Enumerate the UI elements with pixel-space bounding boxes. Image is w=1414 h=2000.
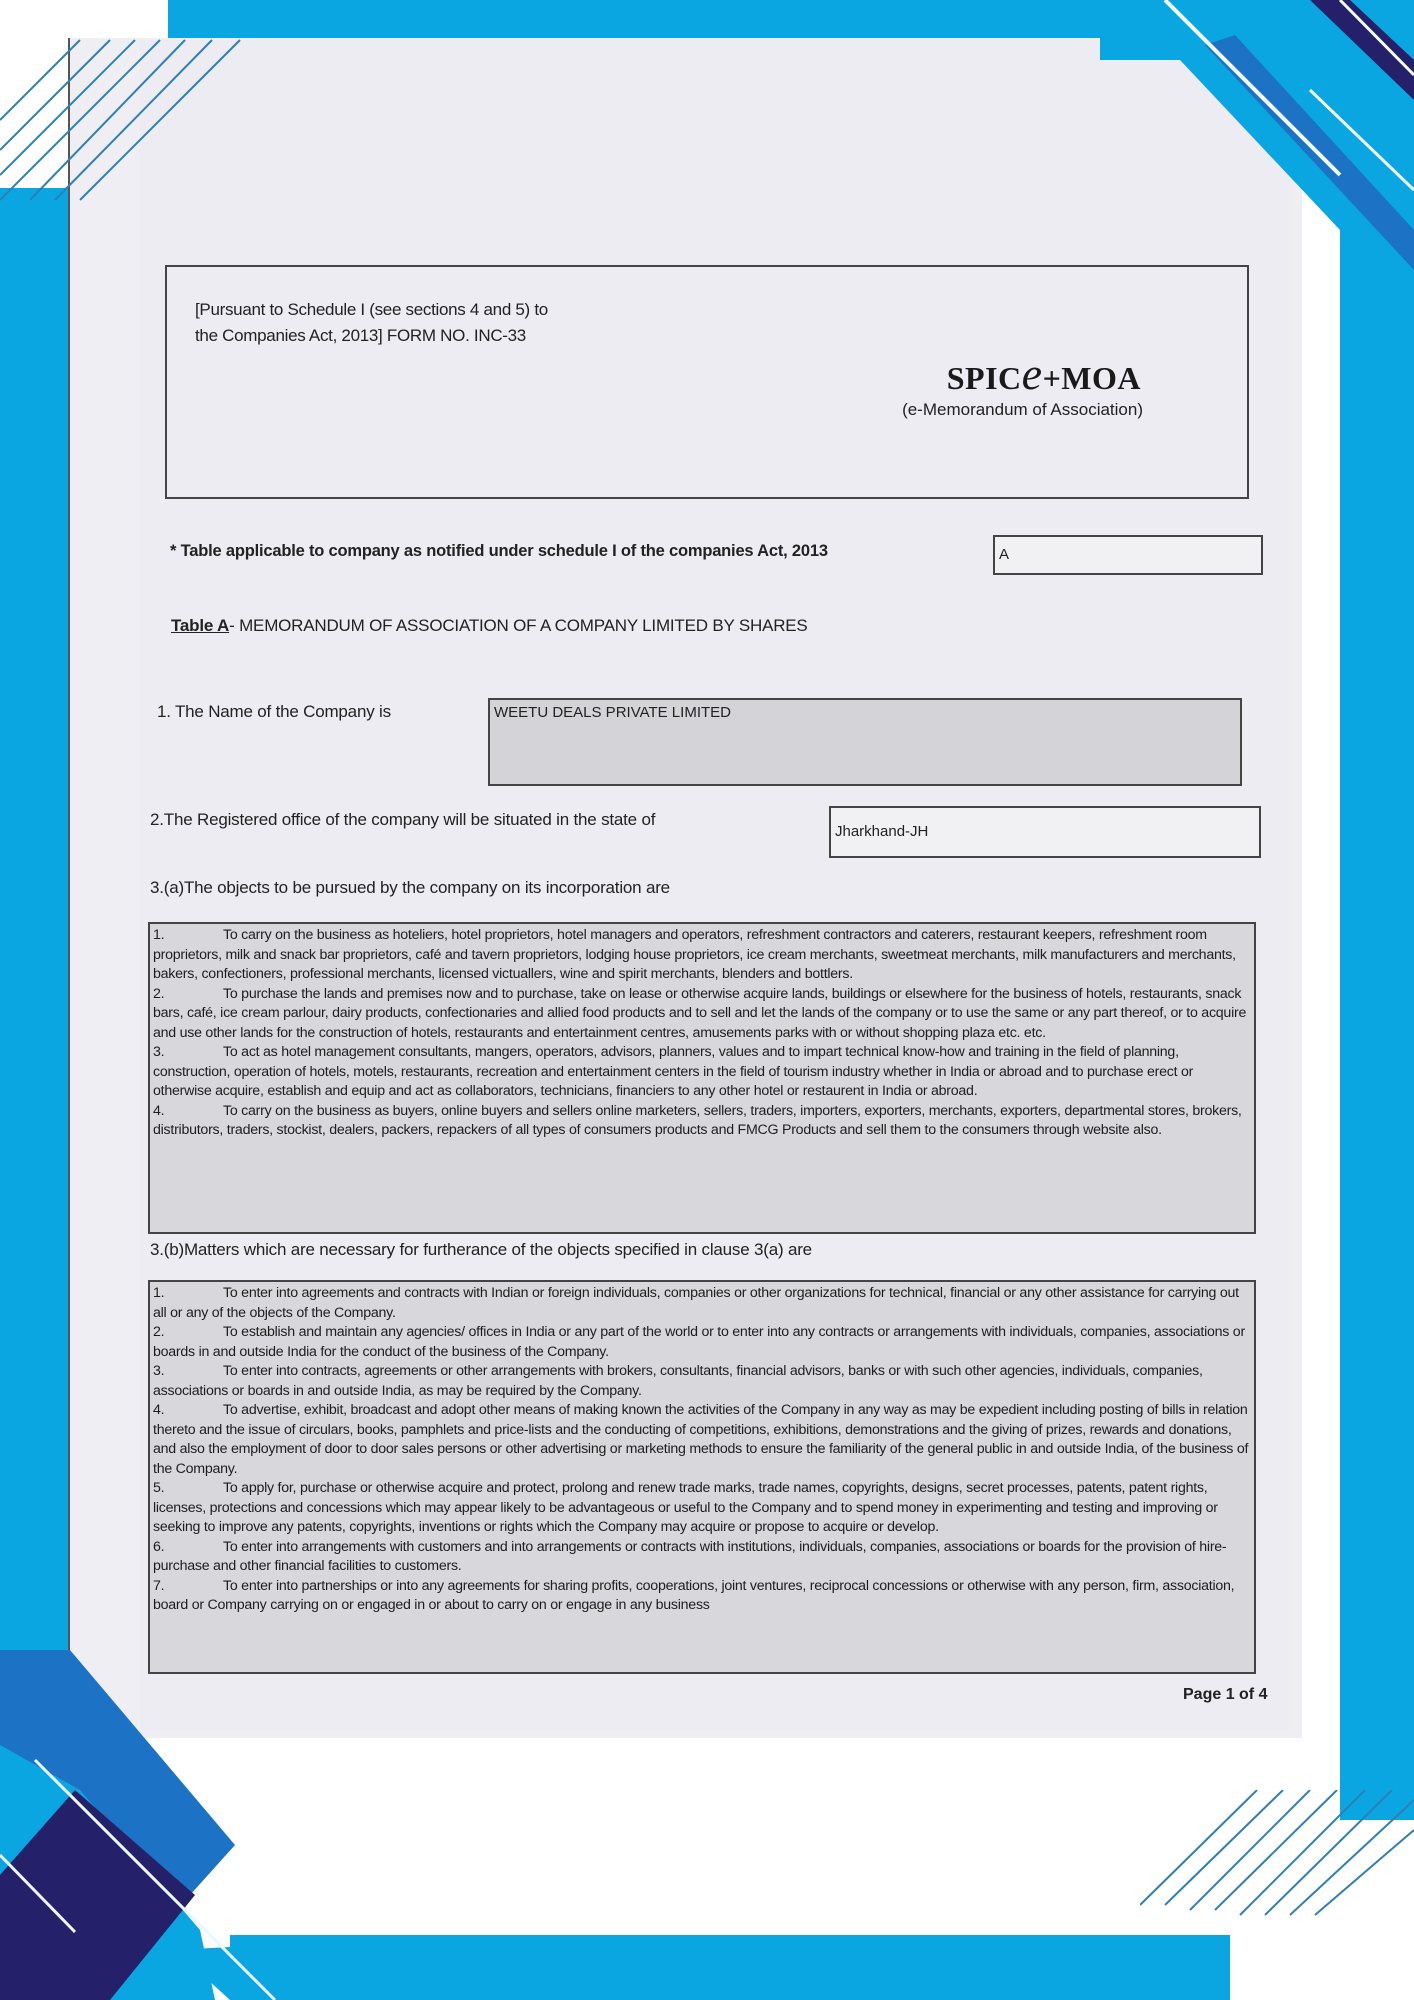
objects-3b-label: 3.(b)Matters which are necessary for furtherance of the objects specified in clause 3(a) are xyxy=(150,1240,812,1259)
objects-3b-clause-6: 6. To enter into arrangements with customers and into arrangements or contracts with institutions, individuals, companies, associations or boards for the provision of hire-purchase and other financial facilities to customers. xyxy=(153,1538,1227,1574)
spice-moa-logo xyxy=(947,347,1141,400)
page-number: Page 1 of 4 xyxy=(1183,1686,1268,1703)
logo-prefix: SPIC xyxy=(946,360,1022,396)
objects-3a-clause-4: 4. To carry on the business as buyers, online buyers and sellers online marketers, sellers, traders, importers, exporters, merchants, exporters, departmental stores, brokers, distributors, traders, stockist, dealers, packers, repackers of all types of consumers products and FMCG Products and sell them to the consumers through website also. xyxy=(153,1102,1242,1138)
pursuant-line-1: [Pursuant to Schedule I (see sections 4 and 5) to xyxy=(195,300,548,319)
objects-3a-clause-2: 2. To purchase the lands and premises now and to purchase, take on lease or otherwise acquire lands, buildings or elsewhere for the business of hotels, restaurants, snack bars, café, ice cream parlour, dairy products, confectionaries and allied food products and to sell and let the lands of the company or to use the same or any part thereof, or to acquire and use other lands for the construction of hotels, restaurants and entertainment centres, amusements parks with or without shopping plaza etc. etc. xyxy=(153,985,1247,1041)
table-title xyxy=(171,616,808,636)
frame-right-bar xyxy=(1340,220,1414,1820)
pursuant-line-2: the Companies Act, 2013] FORM NO. INC-33 xyxy=(195,326,526,345)
table-title-text: - MEMORANDUM OF ASSOCIATION OF A COMPANY LIMITED BY SHARES xyxy=(229,616,808,635)
logo-subtitle: (e-Memorandum of Association) xyxy=(902,400,1143,419)
logo-e: e xyxy=(1021,348,1043,399)
objects-3b-clause-7: 7. To enter into partnerships or into any agreements for sharing profits, cooperations, joint ventures, reciprocal concessions or otherwise with any person, firm, association, board or Company carrying on or engaged in or about to carry on or engage in any business xyxy=(153,1577,1235,1613)
registered-office-field[interactable]: Jharkhand-JH xyxy=(829,806,1261,858)
objects-3a-label: 3.(a)The objects to be pursued by the company on its incorporation are xyxy=(150,878,670,897)
corner-stripes-bottom-left-icon xyxy=(0,1650,450,2000)
objects-3a-box[interactable] xyxy=(148,922,1256,1234)
objects-3a-clause-1: 1. To carry on the business as hoteliers, hotel proprietors, hotel managers and operators, refreshment contractors and caterers, restaurant keepers, refreshment room proprietors, milk and snack bar proprietors, café and tavern proprietors, lodging house proprietors, ice cream merchants, sweetmeat merchants, milk manufacturers and merchants, bakers, confectioners, professional merchants, licensed victuallers, wine and spirit merchants, blenders and bottlers. xyxy=(153,927,1236,982)
objects-3b-box[interactable] xyxy=(148,1280,1256,1674)
objects-3b-clause-5: 5. To apply for, purchase or otherwise acquire and protect, prolong and renew trade marks, trade names, copyrights, designs, secret processes, patents, patent rights, licenses, protections and concessions which may appear likely to be advantageous or useful to the Company and to spend money in experimenting and testing and improving or seeking to improve any patents, copyrights, inventions or rights which the Company may acquire or propose to acquire or develop. xyxy=(153,1480,1218,1535)
pursuant-text xyxy=(195,297,548,349)
table-applicable-label: * Table applicable to company as notified under schedule I of the companies Act, 2013 xyxy=(170,542,828,560)
company-name-field[interactable]: WEETU DEALS PRIVATE LIMITED xyxy=(488,698,1242,786)
corner-hatch-bottom-right-icon xyxy=(1140,1790,1414,1970)
objects-3b-clause-4: 4. To advertise, exhibit, broadcast and adopt other means of making known the activities of the Company in any way as may be expedient including posting of bills in relation thereto and the issue of circulars, books, pamphlets and price-lists and the conducting of competitions, exhibitions, demonstrations and the giving of prizes, rewards and donations, and also the employment of door to door sales persons or other advertising or marketing methods to ensure the familiarity of the general public in and outside India, of the business of the Company. xyxy=(153,1402,1249,1477)
company-name-label: 1. The Name of the Company is xyxy=(157,702,391,721)
registered-office-label: 2.The Registered office of the company will be situated in the state of xyxy=(150,810,656,829)
table-applicable-field[interactable]: A xyxy=(993,535,1263,575)
objects-3b-clause-1: 1. To enter into agreements and contracts with Indian or foreign individuals, companies or other organizations for technical, financial or any other assistance for carrying out all or any of the objects of the Company. xyxy=(153,1285,1239,1321)
objects-3b-clause-2: 2. To establish and maintain any agencies/ offices in India or any part of the world or to enter into any contracts or arrangements with individuals, companies, associations or boards in and outside India for the conduct of the business of the Company. xyxy=(153,1324,1245,1360)
logo-suffix: +MOA xyxy=(1042,360,1141,396)
objects-3b-clause-3: 3. To enter into contracts, agreements or other arrangements with brokers, consultants, financial advisors, banks or with such other agencies, individuals, companies, associations or boards in and outside India, as may be required by the Company. xyxy=(153,1363,1203,1399)
table-title-label: Table A xyxy=(171,616,230,635)
form-header-box xyxy=(165,265,1249,499)
corner-hatch-top-left-icon xyxy=(0,0,260,220)
objects-3a-clause-3: 3. To act as hotel management consultants, mangers, operators, advisors, planners, values and to impart technical know-how and training in the field of planning, construction, operation of hotels, motels, restaurants, recreation and entertainment centers in the field of tourism industry whether in India or abroad and to purchase erect or otherwise acquire, establish and equip and act as collaborators, technicians, financiers to any other hotel or restaurent in India or abroad. xyxy=(153,1044,1194,1099)
